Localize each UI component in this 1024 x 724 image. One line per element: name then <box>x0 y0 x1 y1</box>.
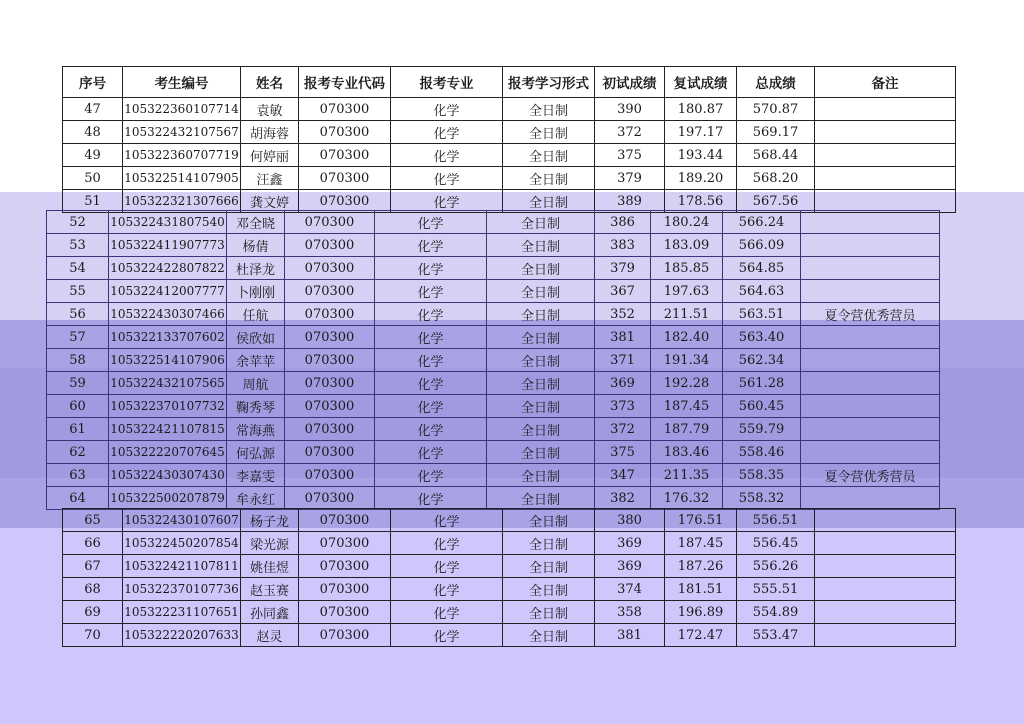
name-cell: 胡海蓉 <box>241 121 299 144</box>
score-table-top <box>62 66 956 213</box>
table-row <box>63 121 956 144</box>
initial-score-cell: 386 <box>595 211 651 234</box>
major-code-cell: 070300 <box>285 349 375 372</box>
remark-cell <box>815 509 956 532</box>
column-header: 初试成绩 <box>595 67 665 98</box>
retest-score-cell: 183.09 <box>651 234 723 257</box>
total-score-cell: 555.51 <box>737 578 815 601</box>
total-score-cell: 560.45 <box>723 395 801 418</box>
major-cell: 化学 <box>375 280 487 303</box>
initial-score-cell: 379 <box>595 167 665 190</box>
retest-score-cell: 180.87 <box>665 98 737 121</box>
remark-cell <box>801 441 940 464</box>
name-cell: 袁敏 <box>241 98 299 121</box>
total-score-cell: 570.87 <box>737 98 815 121</box>
major-code-cell: 070300 <box>299 121 391 144</box>
retest-score-cell: 187.45 <box>665 532 737 555</box>
major-cell: 化学 <box>375 211 487 234</box>
name-cell: 姚佳煜 <box>241 555 299 578</box>
table-row <box>47 441 940 464</box>
remark-cell <box>801 487 940 510</box>
retest-score-cell: 196.89 <box>665 601 737 624</box>
table-row <box>47 395 940 418</box>
major-cell: 化学 <box>375 234 487 257</box>
column-header: 复试成绩 <box>665 67 737 98</box>
retest-score-cell: 187.79 <box>651 418 723 441</box>
initial-score-cell: 367 <box>595 280 651 303</box>
retest-score-cell: 183.46 <box>651 441 723 464</box>
remark-cell <box>815 601 956 624</box>
study-mode-cell: 全日制 <box>503 624 595 647</box>
remark-cell <box>801 395 940 418</box>
major-cell: 化学 <box>391 121 503 144</box>
name-cell: 何弘源 <box>227 441 285 464</box>
remark-cell: 夏令营优秀营员 <box>801 303 940 326</box>
major-cell: 化学 <box>375 303 487 326</box>
table-row <box>47 303 940 326</box>
score-table-bottom <box>62 508 956 647</box>
name-cell: 牟永红 <box>227 487 285 510</box>
study-mode-cell: 全日制 <box>487 464 595 487</box>
table-row <box>47 234 940 257</box>
total-score-cell: 563.51 <box>723 303 801 326</box>
exam-id-cell: 105322500207879 <box>109 487 227 510</box>
exam-id-cell: 105322412007777 <box>109 280 227 303</box>
seq-cell: 47 <box>63 98 123 121</box>
name-cell: 杨倩 <box>227 234 285 257</box>
major-code-cell: 070300 <box>299 509 391 532</box>
total-score-cell: 559.79 <box>723 418 801 441</box>
seq-cell: 63 <box>47 464 109 487</box>
table-row <box>47 464 940 487</box>
table-row <box>47 372 940 395</box>
exam-id-cell: 105322450207854 <box>123 532 241 555</box>
initial-score-cell: 369 <box>595 555 665 578</box>
exam-id-cell: 105322411907773 <box>109 234 227 257</box>
initial-score-cell: 372 <box>595 121 665 144</box>
remark-cell <box>801 211 940 234</box>
name-cell: 杜泽龙 <box>227 257 285 280</box>
major-code-cell: 070300 <box>285 257 375 280</box>
seq-cell: 65 <box>63 509 123 532</box>
exam-id-cell: 105322514107906 <box>109 349 227 372</box>
table-row <box>63 144 956 167</box>
study-mode-cell: 全日制 <box>503 190 595 213</box>
study-mode-cell: 全日制 <box>503 98 595 121</box>
exam-id-cell: 105322220207633 <box>123 624 241 647</box>
remark-cell <box>801 234 940 257</box>
major-cell: 化学 <box>391 532 503 555</box>
study-mode-cell: 全日制 <box>487 418 595 441</box>
name-cell: 卜刚刚 <box>227 280 285 303</box>
table-row <box>47 257 940 280</box>
major-cell: 化学 <box>391 578 503 601</box>
major-cell: 化学 <box>375 372 487 395</box>
retest-score-cell: 185.85 <box>651 257 723 280</box>
retest-score-cell: 181.51 <box>665 578 737 601</box>
major-code-cell: 070300 <box>285 211 375 234</box>
table-row <box>47 487 940 510</box>
retest-score-cell: 178.56 <box>665 190 737 213</box>
study-mode-cell: 全日制 <box>503 144 595 167</box>
major-code-cell: 070300 <box>285 234 375 257</box>
major-code-cell: 070300 <box>299 144 391 167</box>
major-code-cell: 070300 <box>299 167 391 190</box>
seq-cell: 55 <box>47 280 109 303</box>
initial-score-cell: 389 <box>595 190 665 213</box>
total-score-cell: 556.51 <box>737 509 815 532</box>
retest-score-cell: 211.35 <box>651 464 723 487</box>
seq-cell: 68 <box>63 578 123 601</box>
study-mode-cell: 全日制 <box>487 234 595 257</box>
table-row <box>63 624 956 647</box>
name-cell: 任航 <box>227 303 285 326</box>
seq-cell: 67 <box>63 555 123 578</box>
retest-score-cell: 191.34 <box>651 349 723 372</box>
major-cell: 化学 <box>391 601 503 624</box>
major-cell: 化学 <box>375 464 487 487</box>
exam-id-cell: 105322432107567 <box>123 121 241 144</box>
total-score-cell: 561.28 <box>723 372 801 395</box>
study-mode-cell: 全日制 <box>503 555 595 578</box>
seq-cell: 57 <box>47 326 109 349</box>
major-cell: 化学 <box>391 98 503 121</box>
major-code-cell: 070300 <box>285 326 375 349</box>
name-cell: 何婷丽 <box>241 144 299 167</box>
initial-score-cell: 390 <box>595 98 665 121</box>
initial-score-cell: 369 <box>595 372 651 395</box>
exam-id-cell: 105322431807540 <box>109 211 227 234</box>
initial-score-cell: 369 <box>595 532 665 555</box>
total-score-cell: 553.47 <box>737 624 815 647</box>
major-code-cell: 070300 <box>285 418 375 441</box>
exam-id-cell: 105322370107736 <box>123 578 241 601</box>
exam-id-cell: 105322421107815 <box>109 418 227 441</box>
study-mode-cell: 全日制 <box>487 487 595 510</box>
remark-cell <box>801 372 940 395</box>
remark-cell <box>815 98 956 121</box>
name-cell: 李嘉雯 <box>227 464 285 487</box>
major-code-cell: 070300 <box>285 464 375 487</box>
initial-score-cell: 381 <box>595 326 651 349</box>
study-mode-cell: 全日制 <box>487 303 595 326</box>
retest-score-cell: 176.51 <box>665 509 737 532</box>
major-code-cell: 070300 <box>285 372 375 395</box>
table-row <box>63 98 956 121</box>
remark-cell <box>815 144 956 167</box>
total-score-cell: 567.56 <box>737 190 815 213</box>
exam-id-cell: 105322220707645 <box>109 441 227 464</box>
total-score-cell: 558.46 <box>723 441 801 464</box>
table-row <box>47 349 940 372</box>
exam-id-cell: 105322421107811 <box>123 555 241 578</box>
table-row <box>47 211 940 234</box>
study-mode-cell: 全日制 <box>487 280 595 303</box>
table-row <box>63 167 956 190</box>
exam-id-cell: 105322430107607 <box>123 509 241 532</box>
initial-score-cell: 375 <box>595 144 665 167</box>
seq-cell: 54 <box>47 257 109 280</box>
total-score-cell: 556.45 <box>737 532 815 555</box>
retest-score-cell: 197.17 <box>665 121 737 144</box>
total-score-cell: 568.20 <box>737 167 815 190</box>
study-mode-cell: 全日制 <box>503 532 595 555</box>
exam-id-cell: 105322422807822 <box>109 257 227 280</box>
table-row <box>47 280 940 303</box>
study-mode-cell: 全日制 <box>487 395 595 418</box>
seq-cell: 62 <box>47 441 109 464</box>
study-mode-cell: 全日制 <box>487 349 595 372</box>
exam-id-cell: 105322514107905 <box>123 167 241 190</box>
seq-cell: 53 <box>47 234 109 257</box>
initial-score-cell: 379 <box>595 257 651 280</box>
seq-cell: 61 <box>47 418 109 441</box>
major-cell: 化学 <box>375 487 487 510</box>
total-score-cell: 556.26 <box>737 555 815 578</box>
seq-cell: 52 <box>47 211 109 234</box>
retest-score-cell: 180.24 <box>651 211 723 234</box>
study-mode-cell: 全日制 <box>503 601 595 624</box>
remark-cell <box>815 624 956 647</box>
major-cell: 化学 <box>391 509 503 532</box>
seq-cell: 48 <box>63 121 123 144</box>
major-cell: 化学 <box>391 144 503 167</box>
study-mode-cell: 全日制 <box>487 211 595 234</box>
initial-score-cell: 358 <box>595 601 665 624</box>
initial-score-cell: 352 <box>595 303 651 326</box>
column-header: 序号 <box>63 67 123 98</box>
seq-cell: 59 <box>47 372 109 395</box>
retest-score-cell: 176.32 <box>651 487 723 510</box>
major-code-cell: 070300 <box>299 555 391 578</box>
exam-id-cell: 105322430307466 <box>109 303 227 326</box>
name-cell: 侯欣如 <box>227 326 285 349</box>
seq-cell: 50 <box>63 167 123 190</box>
major-cell: 化学 <box>375 257 487 280</box>
remark-cell <box>815 578 956 601</box>
major-cell: 化学 <box>391 624 503 647</box>
study-mode-cell: 全日制 <box>503 121 595 144</box>
remark-cell <box>801 257 940 280</box>
table-row <box>47 326 940 349</box>
name-cell: 汪鑫 <box>241 167 299 190</box>
study-mode-cell: 全日制 <box>487 257 595 280</box>
exam-id-cell: 105322231107651 <box>123 601 241 624</box>
major-code-cell: 070300 <box>299 601 391 624</box>
name-cell: 余苹苹 <box>227 349 285 372</box>
initial-score-cell: 381 <box>595 624 665 647</box>
initial-score-cell: 380 <box>595 509 665 532</box>
seq-cell: 60 <box>47 395 109 418</box>
major-cell: 化学 <box>391 555 503 578</box>
seq-cell: 70 <box>63 624 123 647</box>
total-score-cell: 563.40 <box>723 326 801 349</box>
column-header: 报考学习形式 <box>503 67 595 98</box>
name-cell: 周航 <box>227 372 285 395</box>
study-mode-cell: 全日制 <box>487 441 595 464</box>
initial-score-cell: 373 <box>595 395 651 418</box>
remark-cell <box>815 555 956 578</box>
study-mode-cell: 全日制 <box>487 326 595 349</box>
initial-score-cell: 347 <box>595 464 651 487</box>
exam-id-cell: 105322360707719 <box>123 144 241 167</box>
exam-id-cell: 105322370107732 <box>109 395 227 418</box>
major-cell: 化学 <box>375 441 487 464</box>
remark-cell <box>801 326 940 349</box>
score-table-middle <box>46 210 940 510</box>
study-mode-cell: 全日制 <box>503 167 595 190</box>
retest-score-cell: 189.20 <box>665 167 737 190</box>
total-score-cell: 569.17 <box>737 121 815 144</box>
name-cell: 常海燕 <box>227 418 285 441</box>
column-header: 姓名 <box>241 67 299 98</box>
major-code-cell: 070300 <box>299 190 391 213</box>
table-row <box>63 578 956 601</box>
total-score-cell: 558.32 <box>723 487 801 510</box>
total-score-cell: 566.24 <box>723 211 801 234</box>
major-code-cell: 070300 <box>285 395 375 418</box>
remark-cell <box>801 280 940 303</box>
study-mode-cell: 全日制 <box>487 372 595 395</box>
remark-cell <box>815 167 956 190</box>
major-code-cell: 070300 <box>285 280 375 303</box>
name-cell: 赵灵 <box>241 624 299 647</box>
major-code-cell: 070300 <box>299 578 391 601</box>
major-code-cell: 070300 <box>285 487 375 510</box>
retest-score-cell: 192.28 <box>651 372 723 395</box>
table-header-row <box>63 67 956 98</box>
total-score-cell: 568.44 <box>737 144 815 167</box>
table-row <box>63 601 956 624</box>
table-row <box>63 555 956 578</box>
major-cell: 化学 <box>375 418 487 441</box>
name-cell: 鞠秀琴 <box>227 395 285 418</box>
table-row <box>63 509 956 532</box>
column-header: 总成绩 <box>737 67 815 98</box>
table-row <box>63 532 956 555</box>
retest-score-cell: 187.45 <box>651 395 723 418</box>
name-cell: 杨子龙 <box>241 509 299 532</box>
exam-id-cell: 105322432107565 <box>109 372 227 395</box>
total-score-cell: 564.85 <box>723 257 801 280</box>
total-score-cell: 562.34 <box>723 349 801 372</box>
exam-id-cell: 105322133707602 <box>109 326 227 349</box>
initial-score-cell: 375 <box>595 441 651 464</box>
column-header: 考生编号 <box>123 67 241 98</box>
major-cell: 化学 <box>391 167 503 190</box>
seq-cell: 66 <box>63 532 123 555</box>
major-cell: 化学 <box>391 190 503 213</box>
seq-cell: 69 <box>63 601 123 624</box>
major-cell: 化学 <box>375 326 487 349</box>
seq-cell: 64 <box>47 487 109 510</box>
major-cell: 化学 <box>375 349 487 372</box>
seq-cell: 51 <box>63 190 123 213</box>
table-row <box>47 418 940 441</box>
retest-score-cell: 172.47 <box>665 624 737 647</box>
column-header: 报考专业代码 <box>299 67 391 98</box>
remark-cell: 夏令营优秀营员 <box>801 464 940 487</box>
initial-score-cell: 371 <box>595 349 651 372</box>
total-score-cell: 558.35 <box>723 464 801 487</box>
remark-cell <box>801 349 940 372</box>
total-score-cell: 554.89 <box>737 601 815 624</box>
initial-score-cell: 372 <box>595 418 651 441</box>
column-header: 报考专业 <box>391 67 503 98</box>
seq-cell: 56 <box>47 303 109 326</box>
name-cell: 梁光源 <box>241 532 299 555</box>
major-cell: 化学 <box>375 395 487 418</box>
total-score-cell: 566.09 <box>723 234 801 257</box>
initial-score-cell: 374 <box>595 578 665 601</box>
retest-score-cell: 211.51 <box>651 303 723 326</box>
retest-score-cell: 187.26 <box>665 555 737 578</box>
exam-id-cell: 105322360107714 <box>123 98 241 121</box>
major-code-cell: 070300 <box>299 624 391 647</box>
major-code-cell: 070300 <box>285 441 375 464</box>
major-code-cell: 070300 <box>299 532 391 555</box>
major-code-cell: 070300 <box>285 303 375 326</box>
initial-score-cell: 382 <box>595 487 651 510</box>
remark-cell <box>815 121 956 144</box>
remark-cell <box>801 418 940 441</box>
name-cell: 邓全晓 <box>227 211 285 234</box>
retest-score-cell: 197.63 <box>651 280 723 303</box>
column-header: 备注 <box>815 67 956 98</box>
retest-score-cell: 182.40 <box>651 326 723 349</box>
name-cell: 龚文婷 <box>241 190 299 213</box>
seq-cell: 58 <box>47 349 109 372</box>
exam-id-cell: 105322430307430 <box>109 464 227 487</box>
seq-cell: 49 <box>63 144 123 167</box>
study-mode-cell: 全日制 <box>503 509 595 532</box>
name-cell: 赵玉赛 <box>241 578 299 601</box>
remark-cell <box>815 532 956 555</box>
total-score-cell: 564.63 <box>723 280 801 303</box>
study-mode-cell: 全日制 <box>503 578 595 601</box>
major-code-cell: 070300 <box>299 98 391 121</box>
initial-score-cell: 383 <box>595 234 651 257</box>
retest-score-cell: 193.44 <box>665 144 737 167</box>
exam-id-cell: 105322321307666 <box>123 190 241 213</box>
name-cell: 孙同鑫 <box>241 601 299 624</box>
